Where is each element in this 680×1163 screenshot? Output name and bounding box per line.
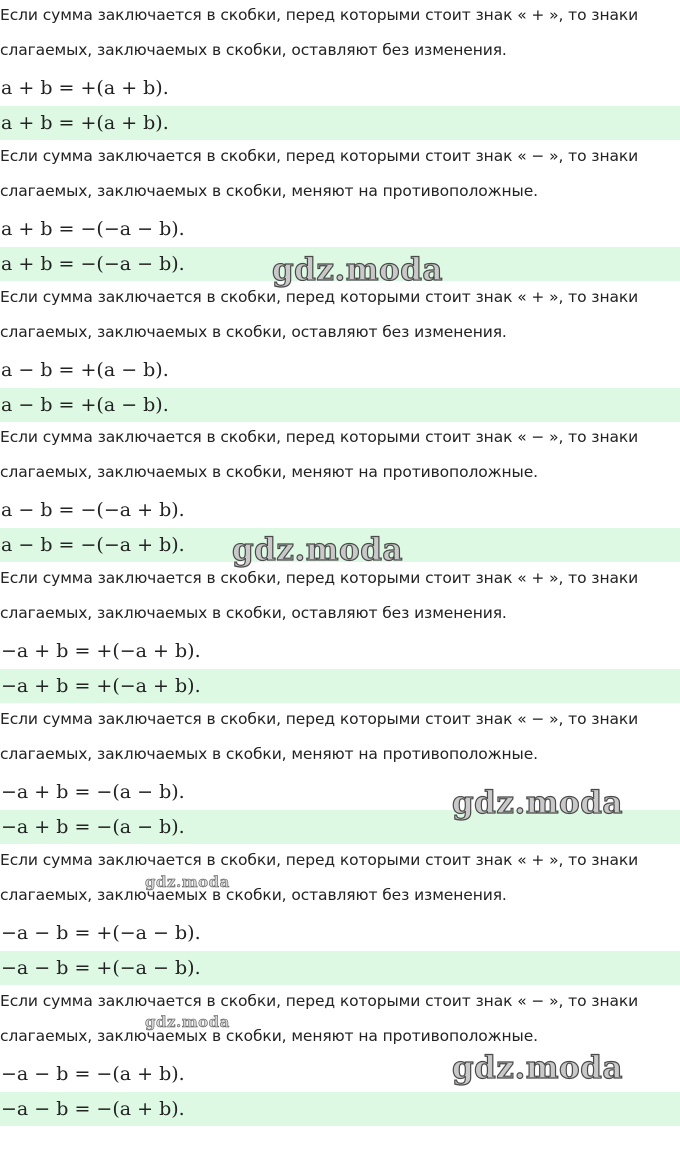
rule-text-line: Если сумма заключается в скобки, перед которыми стоит знак « − », то знаки <box>0 709 639 728</box>
equation: −a − b = +(−a − b). <box>1 921 201 944</box>
rule-block <box>0 986 680 1127</box>
watermark-logo: gdz.moda <box>145 873 230 891</box>
equation: a − b = +(a − b). <box>1 358 169 381</box>
watermark-logo: gdz.moda <box>272 252 443 288</box>
answer-highlight: a − b = −(−a + b). <box>0 528 680 562</box>
watermark-logo: gdz.moda <box>232 532 403 568</box>
rule-block <box>0 704 680 845</box>
equation: −a + b = −(a − b). <box>1 780 185 803</box>
equation: a + b = −(−a − b). <box>1 217 185 240</box>
rule-text-line: слагаемых, заключаемых в скобки, меняют на противоположные. <box>0 181 538 200</box>
rule-block <box>0 141 680 282</box>
rule-text-line: Если сумма заключается в скобки, перед которыми стоит знак « − », то знаки <box>0 991 639 1010</box>
answer-highlight: −a − b = +(−a − b). <box>0 951 680 985</box>
rule-block <box>0 282 680 423</box>
rule-text-line: слагаемых, заключаемых в скобки, оставляют без изменения. <box>0 41 507 59</box>
watermark-logo: gdz.moda <box>145 1013 230 1031</box>
equation: −a + b = +(−a + b). <box>1 640 201 663</box>
rule-text-line: слагаемых, заключаемых в скобки, оставляют без изменения. <box>0 604 507 623</box>
rule-block <box>0 563 680 704</box>
rule-text-line: слагаемых, заключаемых в скобки, меняют на противоположные. <box>0 744 538 763</box>
answer-highlight: −a + b = −(a − b). <box>0 810 680 844</box>
answer-highlight: a − b = +(a − b). <box>0 388 680 422</box>
rule-block <box>0 0 680 141</box>
equation: a − b = −(−a + b). <box>1 499 185 522</box>
rule-text-line: Если сумма заключается в скобки, перед которыми стоит знак « + », то знаки <box>0 287 639 306</box>
rule-block <box>0 845 680 986</box>
rule-text-line: слагаемых, заключаемых в скобки, меняют на противоположные. <box>0 463 538 482</box>
answer-highlight: −a − b = −(a + b). <box>0 1092 680 1126</box>
watermark-logo: gdz.moda <box>452 1050 623 1086</box>
answer-highlight: −a + b = +(−a + b). <box>0 669 680 703</box>
watermark-logo: gdz.moda <box>452 785 623 821</box>
rule-text-line: Если сумма заключается в скобки, перед которыми стоит знак « − », то знаки <box>0 428 639 447</box>
equation: a + b = +(a + b). <box>1 77 169 99</box>
answer-highlight: a + b = −(−a − b). <box>0 247 680 281</box>
rule-text-line: Если сумма заключается в скобки, перед которыми стоит знак « + », то знаки <box>0 569 639 588</box>
equation: −a − b = −(a + b). <box>1 1062 185 1085</box>
answer-highlight: a + b = +(a + b). <box>0 106 680 140</box>
rule-text-line: Если сумма заключается в скобки, перед которыми стоит знак « − », то знаки <box>0 146 639 165</box>
rule-block <box>0 422 680 563</box>
rule-text-line: Если сумма заключается в скобки, перед которыми стоит знак « + », то знаки <box>0 6 639 24</box>
rule-text-line: слагаемых, заключаемых в скобки, оставляют без изменения. <box>0 322 507 341</box>
rule-text-line: слагаемых, заключаемых в скобки, оставляют без изменения. <box>0 885 507 904</box>
rule-text-line: Если сумма заключается в скобки, перед которыми стоит знак « + », то знаки <box>0 850 639 869</box>
rule-text-line: слагаемых, заключаемых в скобки, меняют на противоположные. <box>0 1026 538 1045</box>
